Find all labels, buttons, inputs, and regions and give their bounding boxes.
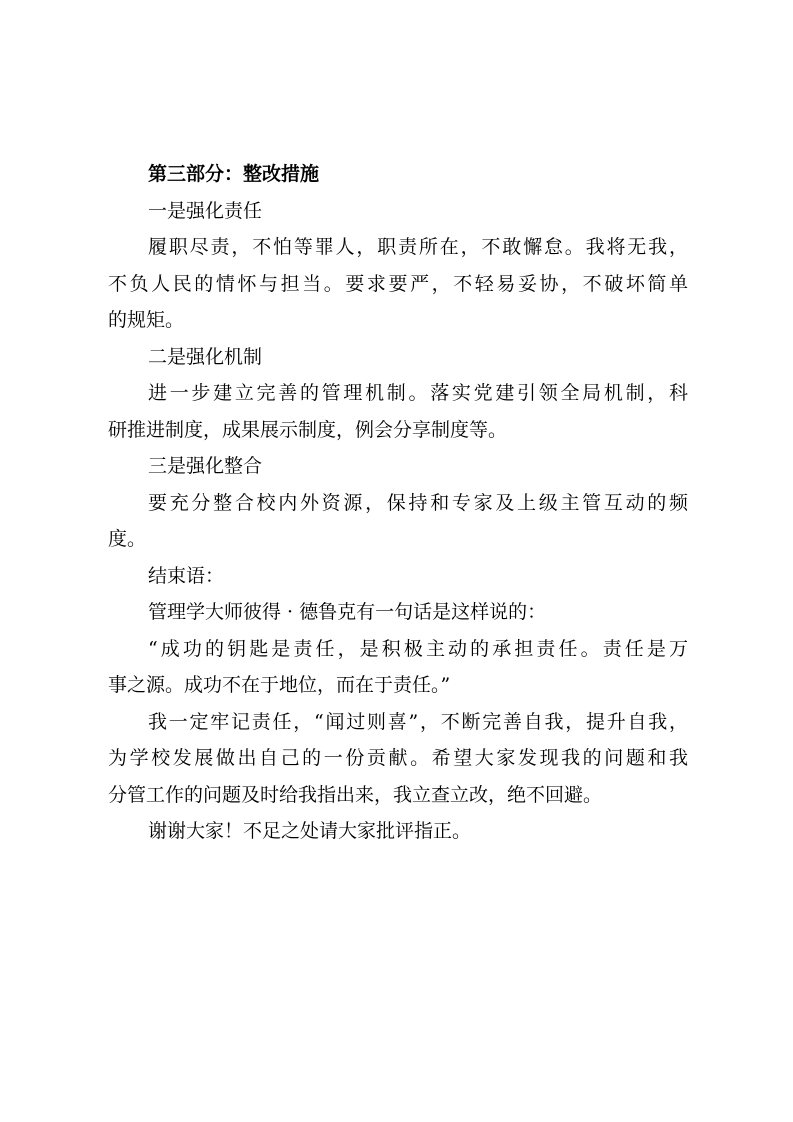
part2-line-2: 研推进制度，成果展示制度，例会分享制度等。 <box>108 419 508 441</box>
section-title: 第三部分：整改措施 <box>148 163 320 185</box>
part1-line-3: 的规矩。 <box>108 309 185 331</box>
thanks-line: 谢谢大家！不足之处请大家批评指正。 <box>148 820 472 842</box>
commit-line-3: 分管工作的问题及时给我指出来，我立查立改，绝不回避。 <box>108 784 603 806</box>
commit-line-2: 为学校发展做出自己的一份贡献。希望大家发现我的问题和我 <box>108 747 688 769</box>
quote-line-2: 事之源。成功不在于地位，而在于责任。” <box>108 674 451 696</box>
commit-line-1: 我一定牢记责任，“闻过则喜”，不断完善自我，提升自我， <box>148 711 688 733</box>
part3-line-2: 度。 <box>108 528 147 550</box>
part2-heading: 二是强化机制 <box>148 346 263 368</box>
closing-intro: 管理学大师彼得 · 德鲁克有一句话是这样说的： <box>148 601 547 623</box>
part2-line-1: 进一步建立完善的管理机制。落实党建引领全局机制，科 <box>148 382 688 404</box>
part3-heading: 三是强化整合 <box>148 455 263 477</box>
part1-line-2: 不负人民的情怀与担当。要求要严，不轻易妥协，不破坏简单 <box>108 273 688 295</box>
closing-heading: 结束语： <box>148 565 225 587</box>
part3-line-1: 要充分整合校内外资源，保持和专家及上级主管互动的频 <box>148 492 688 514</box>
part1-line-1: 履职尽责，不怕等罪人，职责所在，不敢懈怠。我将无我， <box>148 236 688 258</box>
part1-heading: 一是强化责任 <box>148 200 263 222</box>
quote-line-1: “成功的钥匙是责任，是积极主动的承担责任。责任是万 <box>148 638 688 660</box>
